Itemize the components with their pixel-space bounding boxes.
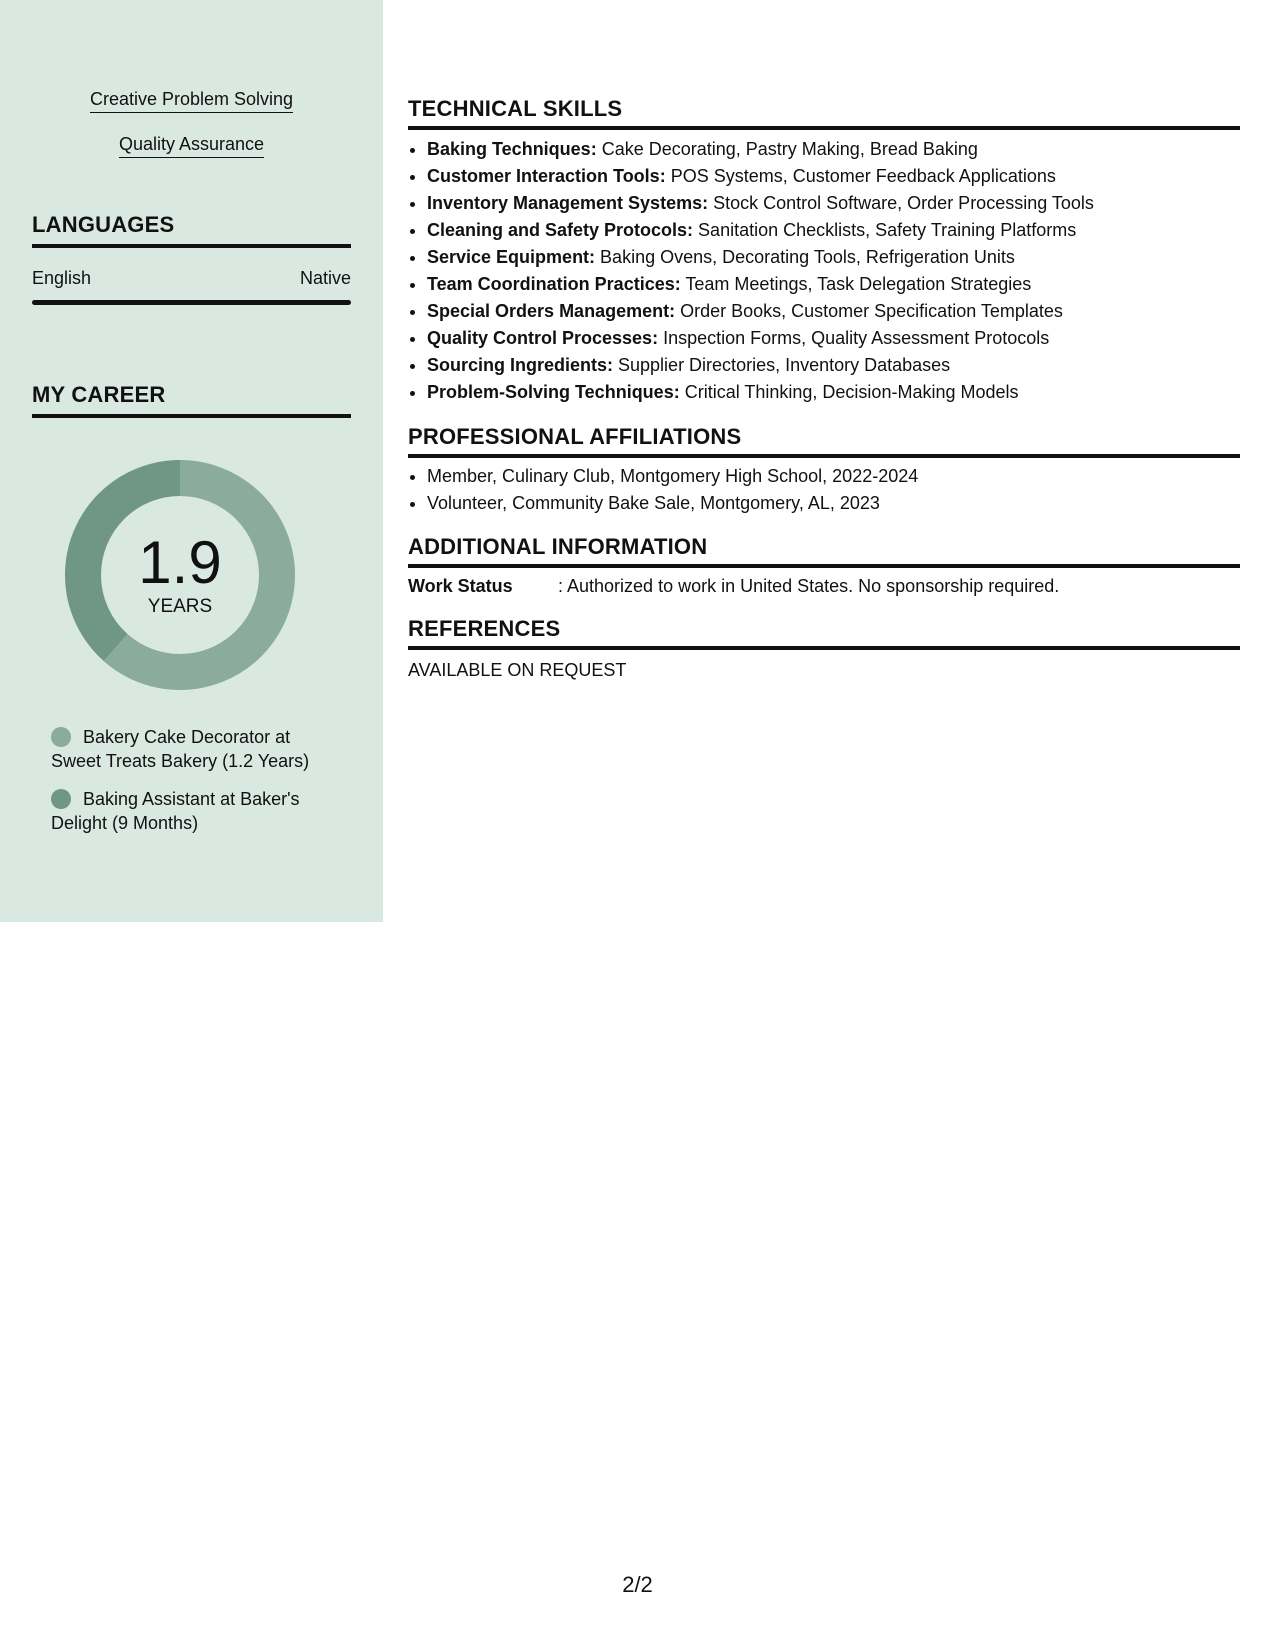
skill-category: Service Equipment: — [427, 247, 596, 267]
skill-category: Team Coordination Practices: — [427, 274, 681, 294]
language-row — [32, 268, 351, 289]
career-legend-label: Baking Assistant at Baker's Delight (9 Months) — [51, 789, 300, 833]
skill-details: Supplier Directories, Inventory Databases — [613, 355, 951, 375]
skill-details: Sanitation Checklists, Safety Training Platforms — [693, 220, 1077, 240]
skill-category: Baking Techniques: — [427, 139, 597, 159]
sidebar — [0, 0, 383, 922]
list-item — [427, 244, 1240, 271]
list-item: • Volunteer, Community Bake Sale, Montgomery, AL, 2023 — [427, 490, 1240, 517]
skill-tag — [0, 133, 383, 158]
career-total — [65, 460, 295, 690]
skill-category: Sourcing Ingredients: — [427, 355, 614, 375]
skill-details: Baking Ovens, Decorating Tools, Refrigeration Units — [595, 247, 1015, 267]
skill-category: Problem-Solving Techniques: — [427, 382, 680, 402]
work-status-value: : Authorized to work in United States. No sponsorship required. — [558, 576, 1060, 596]
skill-details: POS Systems, Customer Feedback Applications — [665, 166, 1056, 186]
skill-category: Inventory Management Systems: — [427, 193, 709, 213]
career-legend-label: Bakery Cake Decorator at Sweet Treats Bakery (1.2 Years) — [51, 727, 310, 771]
skill-details: Inspection Forms, Quality Assessment Protocols — [658, 328, 1050, 348]
list-item: • Member, Culinary Club, Montgomery High School, 2022-2024 — [427, 463, 1240, 490]
language-level: Native — [299, 268, 351, 288]
work-status-row — [408, 576, 1059, 597]
languages-heading: LANGUAGES — [32, 212, 351, 248]
career-total-value: 1.9 — [138, 529, 222, 596]
list-item — [427, 352, 1240, 379]
skill-details: Critical Thinking, Decision-Making Models — [679, 382, 1019, 402]
skill-category: Special Orders Management: — [427, 301, 676, 321]
career-heading: MY CAREER — [32, 382, 351, 418]
skill-tag-label: Quality Assurance — [119, 133, 264, 158]
list-item — [427, 190, 1240, 217]
skill-details: Order Books, Customer Specification Templates — [675, 301, 1063, 321]
list-item — [427, 379, 1240, 406]
additional-info-heading: ADDITIONAL INFORMATION — [408, 534, 1240, 568]
language-level-bar — [32, 300, 351, 305]
career-total-unit: YEARS — [147, 596, 213, 617]
work-status-label: Work Status — [408, 576, 513, 596]
skill-details: Cake Decorating, Pastry Making, Bread Baking — [596, 139, 978, 159]
legend-dot-icon — [51, 727, 71, 747]
skill-category: Cleaning and Safety Protocols: — [427, 220, 694, 240]
skill-tag — [0, 88, 383, 113]
skill-details: Stock Control Software, Order Processing Tools — [708, 193, 1094, 213]
references-heading: REFERENCES — [408, 616, 1240, 650]
page-number: 2/2 — [622, 1572, 653, 1597]
legend-dot-icon — [51, 789, 71, 809]
list-item — [427, 136, 1240, 163]
list-item — [427, 217, 1240, 244]
technical-skills-list — [408, 136, 1240, 406]
career-legend-item — [51, 787, 341, 835]
skill-tag-label: Creative Problem Solving — [90, 88, 293, 113]
list-item — [427, 163, 1240, 190]
list-item — [427, 298, 1240, 325]
skill-category: Customer Interaction Tools: — [427, 166, 666, 186]
career-legend-item — [51, 725, 341, 773]
affiliations-heading: PROFESSIONAL AFFILIATIONS — [408, 424, 1240, 458]
affiliations-list — [408, 463, 1240, 517]
list-item — [427, 271, 1240, 298]
references-text: AVAILABLE ON REQUEST — [408, 660, 627, 680]
skill-details: Team Meetings, Task Delegation Strategies — [680, 274, 1032, 294]
technical-skills-heading: TECHNICAL SKILLS — [408, 96, 1240, 130]
list-item — [427, 325, 1240, 352]
language-name: English — [32, 268, 92, 288]
skill-category: Quality Control Processes: — [427, 328, 659, 348]
